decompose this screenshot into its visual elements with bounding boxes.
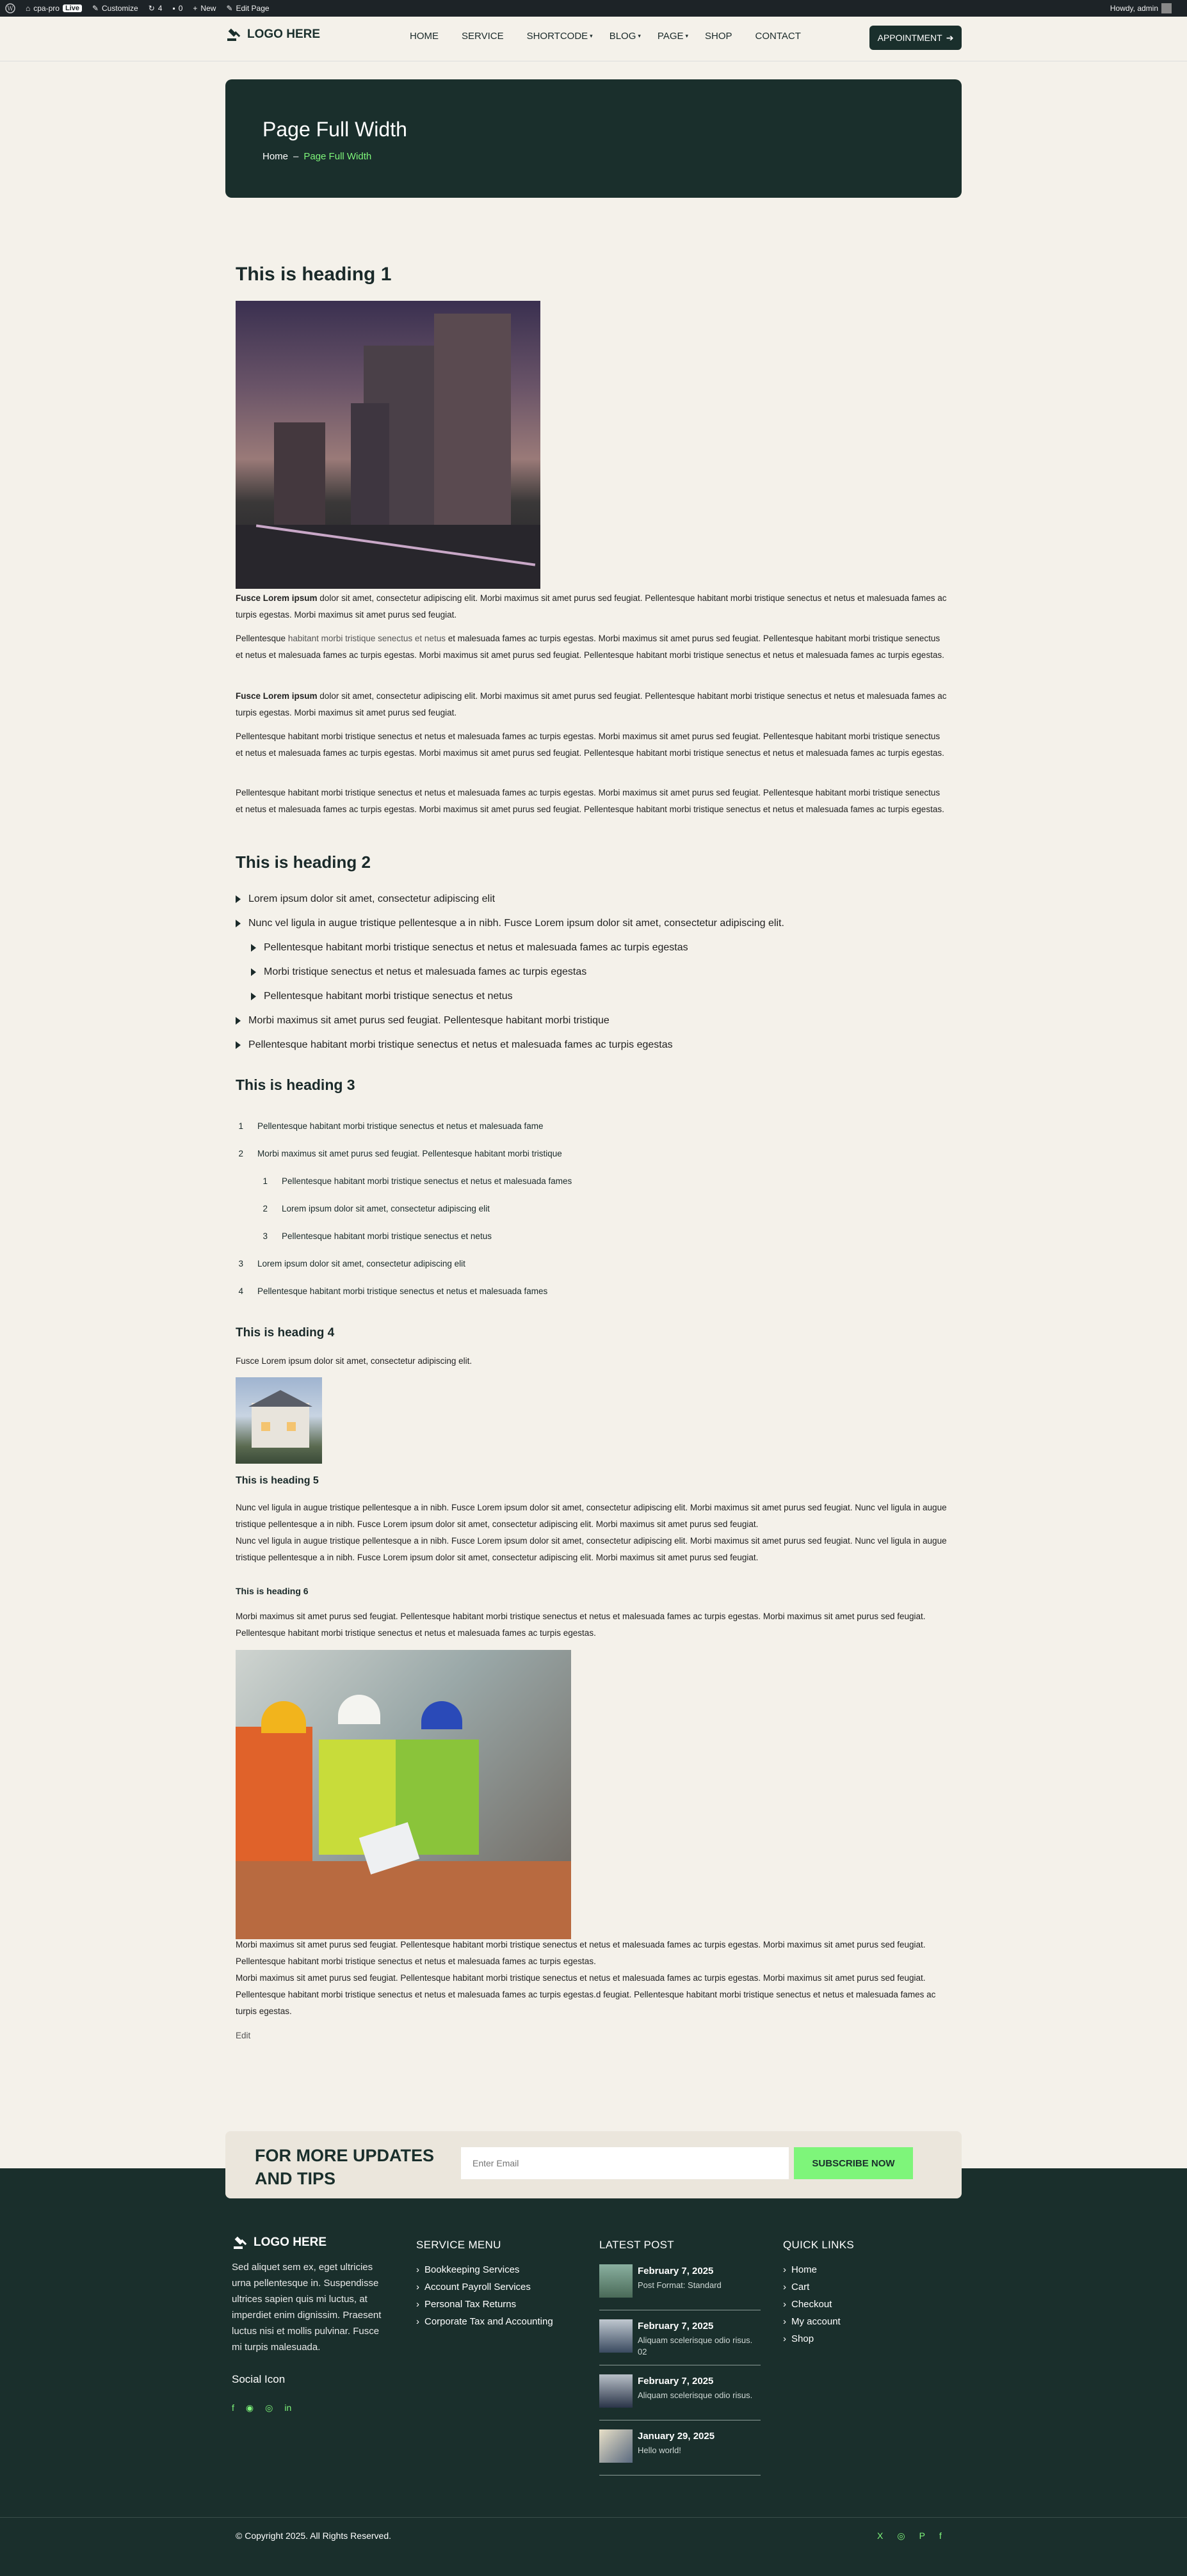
svg-text:W: W xyxy=(7,6,13,13)
service-link[interactable]: › Account Payroll Services xyxy=(416,2282,531,2292)
pencil-icon: ✎ xyxy=(226,4,233,13)
latest-post-title: LATEST POST xyxy=(599,2239,674,2251)
paragraph-1: Fusce Lorem ipsum dolor sit amet, consectetur adipiscing elit. Morbi maximus sit amet purus sed feugiat. Pellentesque habitant morbi tristique senectus et netus et malesuada fames ac turpis egestas. Morbi maximus sit amet purus sed feugiat. xyxy=(236,593,947,620)
arrow-right-icon: ➔ xyxy=(946,32,954,43)
triangle-bullet-icon xyxy=(236,1017,241,1025)
paragraph-4: Pellentesque habitant morbi tristique senectus et netus et malesuada fames ac turpis egestas. Morbi maximus sit amet purus sed feugiat. Pellentesque habitant morbi tristique senectus et netus et malesuada fames ac turpis egestas. Morbi maximus sit amet purus sed feugiat. Pellentesque habitant morbi tristique senectus et netus et malesuada fames ac turpis egestas. xyxy=(236,732,944,758)
nav-service[interactable]: SERVICE xyxy=(462,31,504,42)
list-item: 2 Morbi maximus sit amet purus sed feugiat. Pellentesque habitant morbi tristique xyxy=(238,1149,562,1158)
chevron-right-icon: › xyxy=(416,2264,419,2275)
construction-workers-image xyxy=(236,1650,571,1939)
linkedin-icon[interactable]: in xyxy=(284,2403,292,2413)
caret-down-icon: ▾ xyxy=(685,33,689,39)
page-title-banner xyxy=(225,79,962,198)
paragraph-7: Nunc vel ligula in augue tristique pellentesque a in nibh. Fusce Lorem ipsum dolor sit amet, consectetur adipiscing elit. Morbi maximus sit amet purus sed feugiat. Nunc vel ligula in augue tristique pellentesque a in nibh. Fusce Lorem ipsum dolor sit amet, consectetur adipiscing elit. Morbi maximus sit amet purus sed feugiat. xyxy=(236,1503,947,1529)
list-item: 1 Pellentesque habitant morbi tristique senectus et netus et malesuada fames xyxy=(262,1176,572,1186)
triangle-bullet-icon xyxy=(236,895,241,903)
list-item: 3 Lorem ipsum dolor sit amet, consectetur adipiscing elit xyxy=(238,1259,465,1268)
caret-down-icon: ▾ xyxy=(638,33,641,39)
admin-bar xyxy=(0,0,1187,17)
city-buildings-image xyxy=(236,301,540,589)
appointment-button[interactable]: APPOINTMENT ➔ xyxy=(869,26,962,50)
chevron-right-icon: › xyxy=(783,2299,786,2310)
admin-customize-link[interactable]: ✎ Customize xyxy=(92,4,138,13)
social-icons xyxy=(232,2403,392,2413)
updates-icon: ↻ xyxy=(148,4,155,13)
footer-latest-posts xyxy=(599,2239,761,2484)
triangle-bullet-icon xyxy=(251,993,256,1000)
home-icon: ⌂ xyxy=(26,4,31,13)
quick-link[interactable]: › Cart xyxy=(783,2282,810,2292)
comment-icon: ▪ xyxy=(172,4,175,13)
latest-post-item[interactable]: January 29, 2025 Hello world! xyxy=(599,2429,761,2476)
paragraph-6: Fusce Lorem ipsum dolor sit amet, consectetur adipiscing elit. xyxy=(236,1356,472,1366)
heading-5: This is heading 5 xyxy=(236,1475,319,1486)
admin-account-link[interactable]: Howdy, admin xyxy=(1110,3,1172,13)
site-footer xyxy=(0,2168,1187,2576)
service-link[interactable]: › Personal Tax Returns xyxy=(416,2299,517,2310)
main-nav xyxy=(410,31,801,42)
list-item: 1 Pellentesque habitant morbi tristique senectus et netus et malesuada fame xyxy=(238,1121,544,1131)
quick-link[interactable]: › Home xyxy=(783,2264,818,2275)
subscribe-button[interactable]: SUBSCRIBE NOW xyxy=(794,2147,913,2179)
breadcrumb-current: Page Full Width xyxy=(303,151,372,162)
paragraph-3: Fusce Lorem ipsum dolor sit amet, consectetur adipiscing elit. Morbi maximus sit amet purus sed feugiat. Pellentesque habitant morbi tristique senectus et netus et malesuada fames ac turpis egestas. Morbi maximus sit amet purus sed feugiat. xyxy=(236,691,947,717)
heading-2: This is heading 2 xyxy=(236,852,371,872)
paragraph-11: Morbi maximus sit amet purus sed feugiat. Pellentesque habitant morbi tristique senectus et netus et malesuada fames ac turpis egestas. Morbi maximus sit amet purus sed feugiat. Pellentesque habitant morbi tristique senectus et netus et malesuada fames ac turpis egestas.d feugiat. Pellentesque habitant morbi tristique senectus et netus et malesuada fames ac turpis egestas. xyxy=(236,1973,936,2016)
paragraph-8: Nunc vel ligula in augue tristique pellentesque a in nibh. Fusce Lorem ipsum dolor sit amet, consectetur adipiscing elit. Morbi maximus sit amet purus sed feugiat. Nunc vel ligula in augue tristique pellentesque a in nibh. Fusce Lorem ipsum dolor sit amet, consectetur adipiscing elit. Morbi maximus sit amet purus sed feugiat. xyxy=(236,1536,947,1562)
site-logo[interactable]: LOGO HERE xyxy=(225,27,320,42)
paragraph-10: Morbi maximus sit amet purus sed feugiat. Pellentesque habitant morbi tristique senectus et netus et malesuada fames ac turpis egestas. Morbi maximus sit amet purus sed feugiat. Pellentesque habitant morbi tristique senectus et netus et malesuada fames ac turpis egestas. xyxy=(236,1940,926,1966)
nav-page[interactable]: PAGE ▾ xyxy=(657,31,689,42)
heading-1: This is heading 1 xyxy=(236,264,392,285)
instagram-icon[interactable]: ◎ xyxy=(265,2403,273,2413)
list-item: Nunc vel ligula in augue tristique pellentesque a in nibh. Fusce Lorem ipsum dolor sit amet, consectetur adipiscing elit. xyxy=(236,918,784,929)
chevron-right-icon: › xyxy=(416,2299,419,2310)
list-item: 2 Lorem ipsum dolor sit amet, consectetur adipiscing elit xyxy=(262,1204,490,1213)
list-item: Lorem ipsum dolor sit amet, consectetur adipiscing elit xyxy=(236,893,495,905)
inline-link[interactable]: habitant morbi tristique senectus et netus xyxy=(287,634,446,643)
quick-links-title: QUICK LINKS xyxy=(783,2239,854,2251)
house-image xyxy=(236,1377,322,1464)
latest-post-item[interactable]: February 7, 2025 Aliquam scelerisque odio risus. xyxy=(599,2374,761,2420)
triangle-bullet-icon xyxy=(236,1041,241,1049)
gavel-icon xyxy=(225,27,242,42)
paragraph-2: Pellentesque habitant morbi tristique senectus et netus et malesuada fames ac turpis egestas. Morbi maximus sit amet purus sed feugiat. Pellentesque habitant morbi tristique senectus et netus et malesuada fames ac turpis egestas. Morbi maximus sit amet purus sed feugiat. Pellentesque habitant morbi tristique senectus et netus et malesuada fames ac turpis egestas. xyxy=(236,634,944,660)
quick-link[interactable]: › My account xyxy=(783,2316,841,2327)
gavel-icon xyxy=(232,2235,248,2250)
breadcrumb: Home – Page Full Width xyxy=(262,151,372,162)
site-header xyxy=(0,17,1187,61)
pinterest-icon[interactable]: P xyxy=(919,2531,925,2541)
triangle-bullet-icon xyxy=(236,920,241,927)
chevron-right-icon: › xyxy=(783,2264,786,2275)
admin-new-link[interactable]: + New xyxy=(193,4,216,13)
paragraph-9: Morbi maximus sit amet purus sed feugiat. Pellentesque habitant morbi tristique senectus et netus et malesuada fames ac turpis egestas. Morbi maximus sit amet purus sed feugiat. Pellentesque habitant morbi tristique senectus et netus et malesuada fames ac turpis egestas. xyxy=(236,1612,926,1638)
page-title: Page Full Width xyxy=(262,118,407,141)
x-twitter-icon[interactable]: X xyxy=(877,2531,884,2541)
heading-3: This is heading 3 xyxy=(236,1076,355,1093)
triangle-bullet-icon xyxy=(251,944,256,952)
nav-shortcode[interactable]: SHORTCODE ▾ xyxy=(526,31,593,42)
triangle-bullet-icon xyxy=(251,968,256,976)
footer-bottom-bar xyxy=(0,2517,1187,2541)
chevron-right-icon: › xyxy=(783,2333,786,2344)
avatar xyxy=(1161,3,1172,13)
list-item: Pellentesque habitant morbi tristique senectus et netus et malesuada fames ac turpis egestas xyxy=(236,1039,673,1051)
breadcrumb-home[interactable]: Home xyxy=(262,151,289,162)
footer-services xyxy=(416,2239,553,2333)
bottom-social-icons xyxy=(877,2531,942,2541)
list-item: 3 Pellentesque habitant morbi tristique senectus et netus xyxy=(262,1231,492,1241)
latest-post-item[interactable]: February 7, 2025 Aliquam scelerisque odio risus. 02 xyxy=(599,2319,761,2365)
facebook-icon[interactable]: f xyxy=(939,2531,942,2541)
chevron-right-icon: › xyxy=(783,2316,786,2327)
service-link[interactable]: › Corporate Tax and Accounting xyxy=(416,2316,553,2327)
newsletter-box xyxy=(225,2131,962,2198)
copyright: © Copyright 2025. All Rights Reserved. xyxy=(236,2531,391,2541)
footer-logo[interactable]: LOGO HERE xyxy=(232,2235,392,2250)
service-menu-title: SERVICE MENU xyxy=(416,2239,501,2251)
service-link[interactable]: › Bookkeeping Services xyxy=(416,2264,520,2275)
admin-site-link[interactable]: ⌂ cpa-pro Live xyxy=(26,4,82,13)
paragraph-5: Pellentesque habitant morbi tristique senectus et netus et malesuada fames ac turpis egestas. Morbi maximus sit amet purus sed feugiat. Pellentesque habitant morbi tristique senectus et netus et malesuada fames ac turpis egestas. Morbi maximus sit amet purus sed feugiat. Pellentesque habitant morbi tristique senectus et netus et malesuada fames ac turpis egestas. xyxy=(236,788,944,814)
admin-comments-link[interactable]: ▪ 0 xyxy=(172,4,183,13)
post-thumbnail xyxy=(599,2264,633,2298)
list-item: 4 Pellentesque habitant morbi tristique senectus et netus et malesuada fames xyxy=(238,1286,548,1296)
wordpress-logo-icon[interactable] xyxy=(5,3,15,13)
edit-link[interactable]: Edit xyxy=(236,2031,251,2040)
email-input[interactable] xyxy=(461,2147,789,2179)
heading-6: This is heading 6 xyxy=(236,1586,309,1596)
nav-contact[interactable]: CONTACT xyxy=(755,31,801,42)
nav-home[interactable]: HOME xyxy=(410,31,439,42)
heading-4: This is heading 4 xyxy=(236,1326,335,1340)
pinterest-icon[interactable]: ◉ xyxy=(245,2403,254,2413)
list-item: Morbi maximus sit amet purus sed feugiat. Pellentesque habitant morbi tristique xyxy=(236,1015,610,1027)
footer-description: Sed aliquet sem ex, eget ultricies urna pellentesque in. Suspendisse ultrices sapien quis mi luctus, at imperdiet enim dignissim. Praesent luctus nisi et mollis pulvinar. Fusce mi turpis malesuada. xyxy=(232,2262,382,2353)
admin-edit-page-link[interactable]: ✎ Edit Page xyxy=(226,4,270,13)
list-item: Pellentesque habitant morbi tristique senectus et netus xyxy=(251,991,513,1002)
social-title: Social Icon xyxy=(232,2373,286,2385)
post-thumbnail xyxy=(599,2319,633,2353)
nav-shop[interactable]: SHOP xyxy=(705,31,732,42)
instagram-icon[interactable]: ◎ xyxy=(897,2531,905,2541)
footer-quick-links xyxy=(783,2239,854,2351)
chevron-right-icon: › xyxy=(783,2282,786,2292)
latest-post-item[interactable]: February 7, 2025 Post Format: Standard xyxy=(599,2264,761,2310)
post-thumbnail xyxy=(599,2429,633,2463)
admin-updates-link[interactable]: ↻ 4 xyxy=(148,4,163,13)
caret-down-icon: ▾ xyxy=(590,33,593,39)
plus-icon: + xyxy=(193,4,198,13)
brush-icon: ✎ xyxy=(92,4,99,13)
live-badge: Live xyxy=(63,4,82,12)
list-item: Morbi tristique senectus et netus et malesuada fames ac turpis egestas xyxy=(251,966,586,978)
quick-link[interactable]: › Shop xyxy=(783,2333,814,2344)
nav-blog[interactable]: BLOG ▾ xyxy=(609,31,641,42)
post-thumbnail xyxy=(599,2374,633,2408)
list-item: Pellentesque habitant morbi tristique senectus et netus et malesuada fames ac turpis egestas xyxy=(251,942,688,954)
facebook-icon[interactable]: f xyxy=(232,2403,234,2413)
chevron-right-icon: › xyxy=(416,2282,419,2292)
footer-about xyxy=(232,2235,392,2413)
quick-link[interactable]: › Checkout xyxy=(783,2299,832,2310)
newsletter-title: FOR MORE UPDATES AND TIPS xyxy=(255,2146,435,2188)
chevron-right-icon: › xyxy=(416,2316,419,2327)
